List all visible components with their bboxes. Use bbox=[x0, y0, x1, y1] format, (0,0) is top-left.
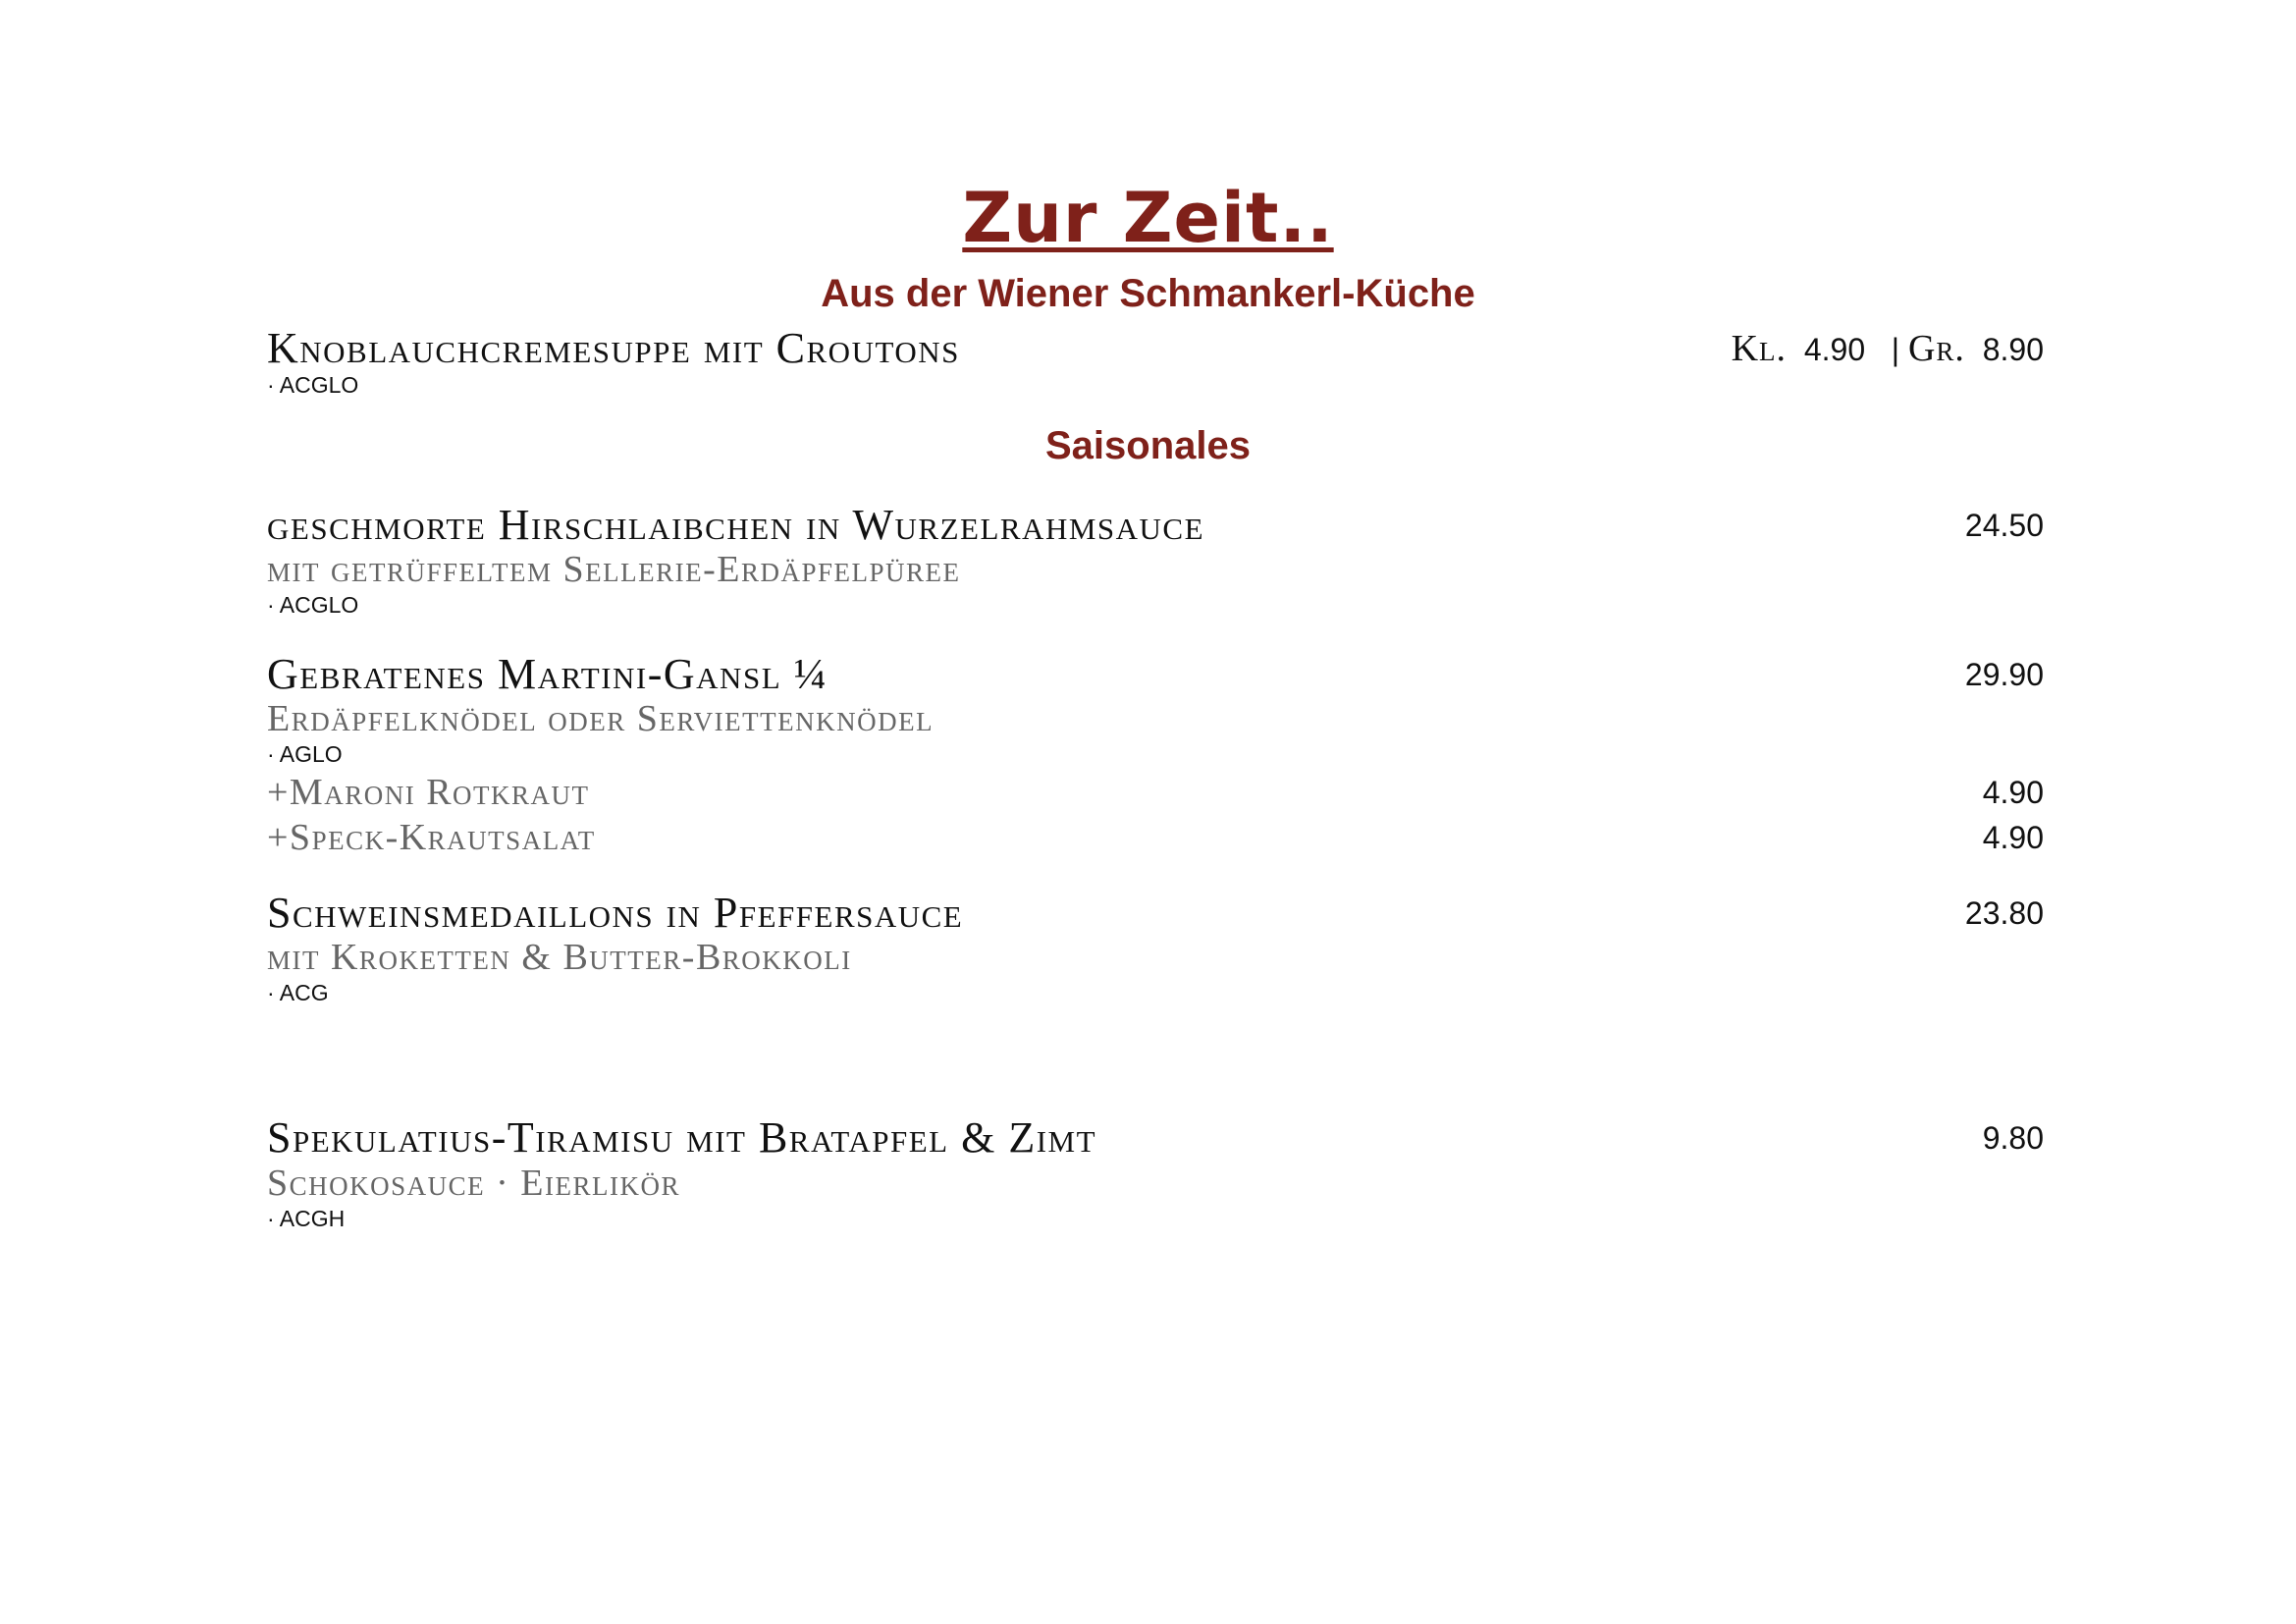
extra-name: +Maroni Rotkraut bbox=[267, 772, 590, 813]
item-name: Schweinsmedaillons in Pfeffersauce bbox=[267, 889, 964, 937]
extra-price: 4.90 bbox=[1982, 820, 2044, 855]
price-large-label: Gr. bbox=[1907, 328, 1965, 369]
menu-item-hirschlaibchen bbox=[267, 501, 2044, 550]
item-description: mit Kroketten & Butter-Brokkoli bbox=[267, 937, 852, 978]
price-separator: | bbox=[1891, 332, 1900, 367]
item-allergens: · ACG bbox=[267, 980, 329, 1005]
item-allergens: · AGLO bbox=[267, 741, 343, 767]
price-small: 4.90 bbox=[1803, 332, 1866, 367]
menu-extra-maroni-rotkraut bbox=[267, 771, 2044, 814]
item-name: Knoblauchcremesuppe mit Croutons bbox=[267, 324, 960, 372]
extra-price: 4.90 bbox=[1982, 775, 2044, 810]
item-allergens: · ACGLO bbox=[267, 592, 359, 618]
item-price: 23.80 bbox=[1964, 895, 2044, 931]
price-large: 8.90 bbox=[1982, 332, 2044, 367]
item-price: 24.50 bbox=[1964, 508, 2044, 543]
item-name: Gebratenes Martini-Gansl ¼ bbox=[267, 650, 828, 698]
price-small-label: Kl. bbox=[1731, 328, 1788, 369]
item-description: Schokosauce · Eierlikör bbox=[267, 1163, 680, 1204]
item-allergens: · ACGLO bbox=[267, 372, 359, 398]
item-price-split bbox=[1732, 324, 2044, 374]
item-name: geschmorte Hirschlaibchen in Wurzelrahmsauce bbox=[267, 501, 1205, 549]
item-price: 29.90 bbox=[1964, 657, 2044, 692]
menu-extra-speck-krautsalat bbox=[267, 816, 2044, 859]
page-title: Zur Zeit.. bbox=[962, 178, 1334, 258]
item-name: Spekulatius-Tiramisu mit Bratapfel & Zimt bbox=[267, 1113, 1097, 1162]
item-allergens: · ACGH bbox=[267, 1206, 346, 1231]
menu-item-soup bbox=[267, 324, 2044, 373]
section-heading-wiener: Aus der Wiener Schmankerl-Küche bbox=[821, 272, 1475, 315]
item-description: Erdäpfelknödel oder Serviettenknödel bbox=[267, 698, 934, 739]
item-price: 9.80 bbox=[1982, 1120, 2044, 1156]
menu-item-spekulatius-tiramisu bbox=[267, 1113, 2044, 1163]
menu-item-schweinsmedaillons bbox=[267, 889, 2044, 938]
item-description: mit getrüffeltem Sellerie-Erdäpfelpüree bbox=[267, 549, 961, 590]
extra-name: +Speck-Krautsalat bbox=[267, 817, 596, 858]
section-heading-saisonales: Saisonales bbox=[1044, 424, 1251, 467]
menu-item-martini-gansl bbox=[267, 650, 2044, 699]
